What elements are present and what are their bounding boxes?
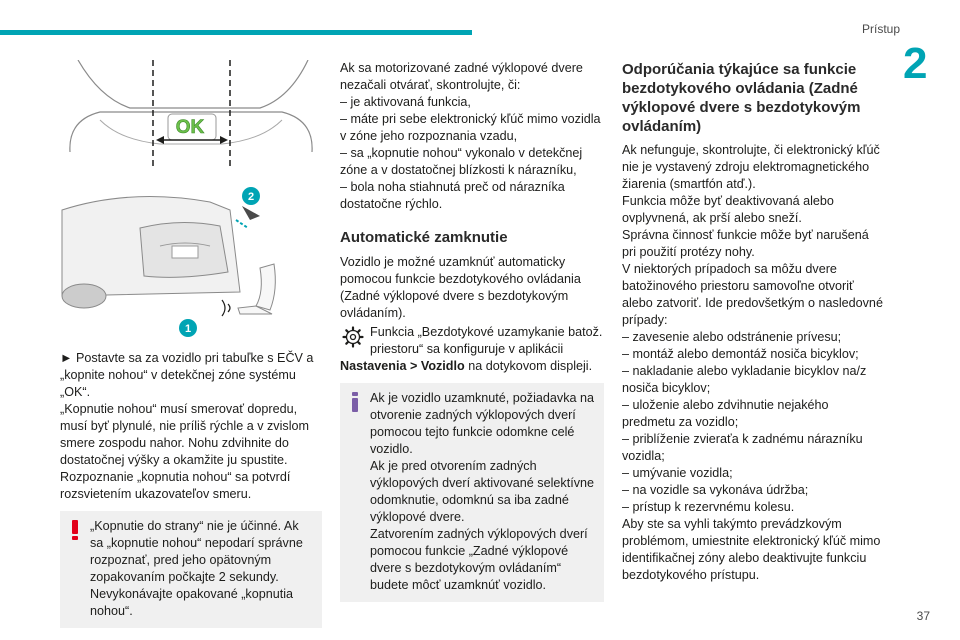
column-left — [60, 60, 322, 628]
auto-lock-heading: Automatické zamknutie — [340, 229, 508, 246]
header-accent-bar — [0, 30, 472, 35]
column-right — [622, 60, 884, 584]
illustration-foot-kick — [60, 180, 322, 340]
section-title: Prístup — [861, 22, 900, 36]
foot-kick-diagram — [60, 180, 322, 340]
callout-2: 2 — [247, 191, 255, 203]
warning-box — [60, 511, 322, 628]
warning-exclamation-icon — [68, 519, 82, 541]
settings-path-suffix: na dotykovom displeji. — [464, 359, 593, 373]
auto-lock-text: Vozidlo je možné uzamknúť automaticky pomocou funkcie bezdotykového ovládania (Zadné výklopové dvere s bezdotykovým ovládaním). — [340, 255, 581, 320]
detection-zone-diagram — [60, 60, 322, 170]
column-middle — [340, 60, 604, 602]
info-box — [340, 383, 604, 602]
ok-label: OK — [175, 117, 205, 138]
settings-note-text: Funkcia „Bezdotykové uzamykanie batož. priestoru“ sa konfiguruje v aplikácii — [370, 325, 603, 356]
recommendations-heading: Odporúčania týkajúce sa funkcie bezdotykového ovládania (Zadné výklopové dvere s bezdotykovým ovládaním) — [622, 61, 861, 135]
chapter-number: 2 — [903, 39, 928, 88]
kick-instructions: ► Postavte sa za vozidlo pri tabuľke s EČV a „kopnite nohou“ v detekčnej zóne systému „OK“. „Kopnutie nohou“ musí smerovať dopredu, musí byť plynulé, nie príliš rýchle a v zvislom smere zospodu nahor. Nohu zdvihnite do dostatočnej výšky a okamžite ju spustite. Rozpoznanie „kopnutia nohou“ sa potvrdí rozsvietením ukazovateľov smeru. — [60, 351, 314, 501]
warning-text: „Kopnutie do strany“ nie je účinné. Ak sa „kopnutie nohou“ nepodarí správne rozpoznať, pred jeho opätovným zopakovaním počkajte 2 sekundy. Nevykonávajte opakované „kopnutia nohou“. — [90, 519, 303, 618]
settings-path-line — [340, 358, 604, 375]
settings-path: Nastavenia > Vozidlo — [340, 359, 465, 373]
illustration-detection-zone — [60, 60, 322, 170]
page-number: 37 — [916, 609, 930, 623]
info-icon — [348, 391, 362, 413]
callout-1: 1 — [184, 323, 192, 335]
settings-gear-icon — [342, 326, 364, 348]
info-text: Ak je vozidlo uzamknuté, požiadavka na otvorenie zadných výklopových dverí pomocou tejto funkcie odomkne celé vozidlo. Ak je pred otvorením zadných výklopových dverí aktivované selektívne odomknutie, odomknú sa iba zadné výklopové dvere. Zatvorením zadných výklopových dverí pomocou funkcie „Zadné výklopové dvere s bezdotykovým ovládaním“ budete môcť uzamknúť vozidlo. — [370, 391, 595, 592]
check-list: Ak sa motorizované zadné výklopové dvere nezačali otvárať, skontrolujte, či: – je aktivovaná funkcia, – máte pri sebe elektronický kľúč mimo vozidla v zóne jeho rozpoznania vzadu, – sa „kopnutie nohou“ vykonalo v detekčnej zóne a v dostatočnej blízkosti k nárazníku, – bola noha stiahnutá preč od nárazníka dostatočne rýchlo. — [340, 61, 601, 211]
recommendations-text: Ak nefunguje, skontrolujte, či elektronický kľúč nie je vystavený zdroju elektromagnetického žiarenia (smartfón atď.). Funkcia môže byť deaktivovaná alebo ovplyvnená, ak prší alebo sneží. Správna činnosť funkcie môže byť narušená pri použití protézy nohy. V niektorých prípadoch sa môžu dvere batožinového priestoru samovoľne otvoriť alebo zatvoriť. Ide predovšetkým o nasledovné prípady: – zavesenie alebo odstránenie prívesu; – montáž alebo demontáž nosiča bicyklov; – nakladanie alebo vykladanie bicyklov na/z nosiča bicyklov; – uloženie alebo zdvihnutie nejakého predmetu za vozidlo; – priblíženie zvieraťa k zadnému nárazníku vozidla; – umývanie vozidla; – na vozidle sa vykonáva údržba; – prístup k rezervnému kolesu. Aby ste sa vyhli takýmto prevádzkovým problémom, umiestnite elektronický kľúč mimo identifikačnej zóny alebo deaktivujte funkciu bezdotykového prístupu. — [622, 143, 883, 582]
settings-note — [340, 324, 604, 358]
